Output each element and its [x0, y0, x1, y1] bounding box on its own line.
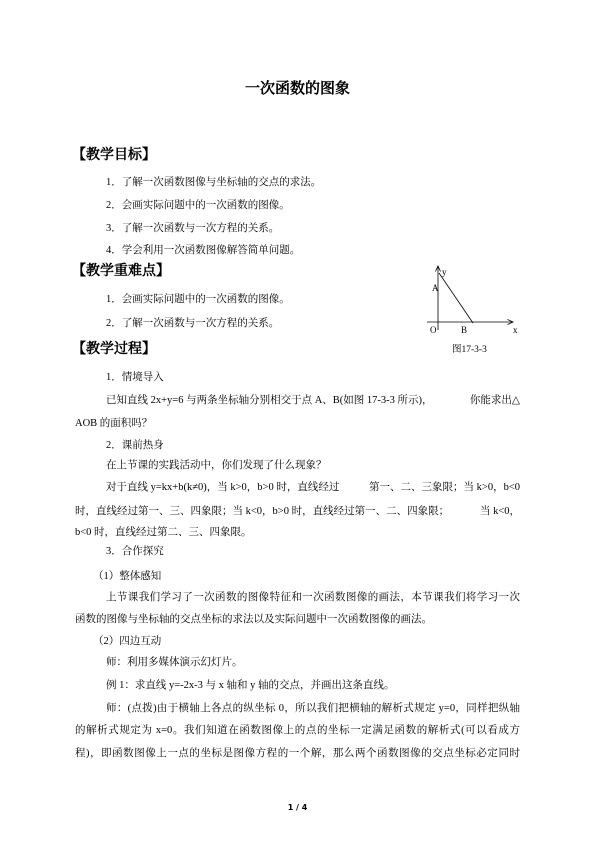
subsection-title-interaction: （2）四边互动 [93, 636, 162, 647]
intro-paragraph-line: AOB 的面积吗？ [75, 418, 153, 429]
step-title-intro: 1．情境导入 [106, 372, 164, 383]
section-heading-process: 【教学过程】 [72, 341, 156, 357]
step-title-explore: 3．合作探究 [106, 546, 164, 557]
teacher-line: 师：利用多媒体演示幻灯片。 [106, 657, 243, 668]
hint-paragraph-line: 程)，即函数图像上一点的坐标是图像方程的一个解，那么两个函数图像的交点坐标必定同时 [75, 748, 520, 759]
document-title: 一次函数的图象 [244, 79, 350, 97]
line-ab [439, 273, 473, 323]
key-point-item: 2．了解一次函数与一次方程的关系。 [106, 318, 280, 329]
overview-paragraph-line: 上节课我们学习了一次函数的图像特征和一次函数图像的画法，本节课我们将学习一次 [106, 592, 520, 603]
key-point-item: 1．会画实际问题中的一次函数的图像。 [106, 294, 290, 305]
subsection-title-overview: （1）整体感知 [93, 571, 162, 582]
point-b-label: B [461, 325, 468, 335]
warmup-line-end: 第一、二、三象限；当 k>0，b<0 [369, 482, 520, 493]
origin-label: O [430, 325, 437, 335]
warmup-line-end: 当 k<0， [479, 506, 520, 517]
warmup-paragraph-line [106, 481, 520, 495]
point-a-label: A [432, 283, 439, 293]
figure-caption: 图17-3-3 [452, 345, 487, 355]
intro-line-start: 已知直线 2x+y=6 与两条坐标轴分别相交于点 A、B(如图 17-3-3 所示)， [106, 395, 433, 406]
warmup-line-start: 时，直线经过第一、三、四象限；当 k<0，b>0 时，直线经过第一、二、四象限； [75, 506, 450, 517]
coordinate-figure [420, 262, 525, 338]
objective-item: 4．学会利用一次函数图像解答简单问题。 [106, 245, 301, 256]
overview-paragraph-line: 函数的图像与坐标轴的交点坐标的求法以及实际问题中一次函数图像的画法。 [75, 614, 432, 625]
warmup-question: 在上节课的实践活动中，你们发现了什么现象？ [106, 460, 327, 471]
warmup-paragraph-line: b<0 时，直线经过第二、三、四象限。 [75, 527, 252, 538]
page-number: 1 / 4 [287, 803, 308, 812]
objective-item: 2．会画实际问题中的一次函数的图像。 [106, 200, 290, 211]
y-axis-label: y [442, 267, 447, 277]
warmup-paragraph-line [75, 505, 520, 519]
section-heading-objectives: 【教学目标】 [72, 147, 156, 163]
warmup-line-start: 对于直线 y=kx+b(k≠0)，当 k>0，b>0 时，直线经过 [106, 482, 340, 493]
intro-line-end: 你能求出△ [469, 395, 520, 406]
hint-paragraph-line: 的解析式规定为 x=0。我们知道在函数图像上的点的坐标一定满足函数的解析式(可以看成方 [75, 725, 520, 736]
intro-paragraph-line [106, 394, 520, 408]
step-title-warmup: 2．课前热身 [106, 440, 164, 451]
objective-item: 1．了解一次函数图像与坐标轴的交点的求法。 [106, 177, 322, 188]
objective-item: 3．了解一次函数与一次方程的关系。 [106, 223, 280, 234]
hint-paragraph-line: 师：(点拨)由于横轴上各点的纵坐标 0，所以我们把横轴的解析式规定 y=0，同样把纵轴 [106, 703, 520, 714]
example-problem: 例 1：求直线 y=-2x-3 与 x 轴和 y 轴的交点，并画出这条直线。 [106, 680, 395, 691]
section-heading-key-points: 【教学重难点】 [72, 263, 170, 279]
x-axis-label: x [513, 325, 518, 335]
